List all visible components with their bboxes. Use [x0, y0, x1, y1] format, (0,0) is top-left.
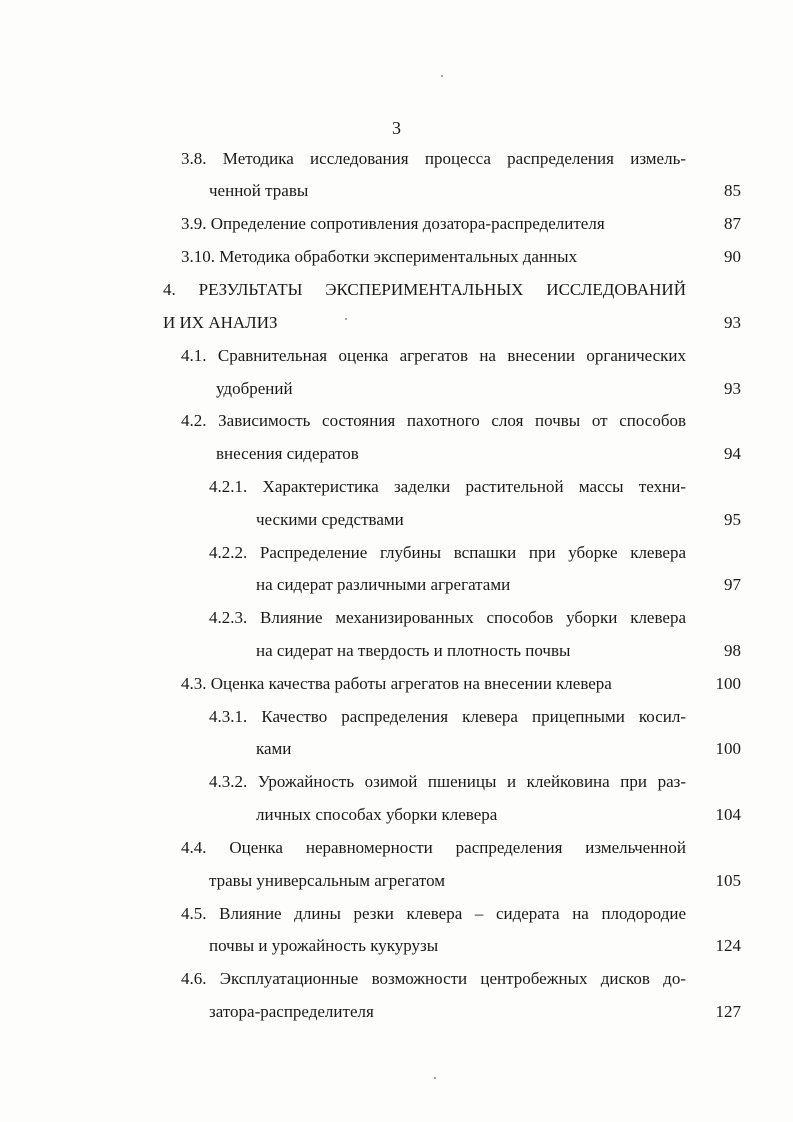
toc-entry-4-6-page: 127: [715, 1002, 741, 1021]
toc-entry-3-10-page: 90: [724, 247, 741, 266]
toc-entry-4-3-page: 100: [715, 674, 741, 693]
toc-entry-4-3-2-line1: 4.3.2. Урожайность озимой пшеницы и клейковина при раз-: [209, 772, 686, 791]
toc-entry-4-2-3-line1: 4.2.3. Влияние механизированных способов уборки клевера: [209, 608, 686, 627]
toc-entry-4-2-line2: внесения сидератов: [216, 444, 359, 463]
toc-entry-4-2-1-line1: 4.2.1. Характеристика заделки растительной массы техни-: [209, 477, 686, 496]
page-number: 3: [392, 118, 401, 138]
toc-entry-4-3-1-page: 100: [715, 739, 741, 758]
toc-entry-4-2-2-line1: 4.2.2. Распределение глубины вспашки при уборке клевера: [209, 543, 686, 562]
toc-entry-4-5-line1: 4.5. Влияние длины резки клевера – сидерата на плодородие: [181, 904, 686, 923]
toc-entry-4-4-line1: 4.4. Оценка неравномерности распределения измельченной: [181, 838, 686, 857]
toc-entry-4-2-1-page: 95: [724, 510, 741, 529]
toc-entry-4-2-3-line2: на сидерат на твердость и плотность почвы: [256, 641, 571, 660]
toc-entry-3-8-page: 85: [724, 181, 741, 200]
toc-entry-4-1-page: 93: [724, 379, 741, 398]
toc-entry-4-3-1-line1: 4.3.1. Качество распределения клевера прицепными косил-: [209, 707, 686, 726]
scan-speck: [441, 75, 443, 77]
toc-chapter-4-line2: И ИХ АНАЛИЗ: [163, 313, 278, 332]
scan-speck: [434, 1077, 436, 1079]
toc-entry-4-3-2-line2: личных способах уборки клевера: [256, 805, 498, 824]
toc-entry-4-4-line2: травы универсальным агрегатом: [209, 871, 446, 890]
toc-entry-4-2-2-page: 97: [724, 575, 741, 594]
scan-speck: [345, 318, 347, 320]
toc-entry-4-1-line1: 4.1. Сравнительная оценка агрегатов на внесении органических: [181, 346, 686, 365]
toc-entry-4-4-page: 105: [715, 871, 741, 890]
toc-entry-4-2-1-line2: ческими средствами: [256, 510, 404, 529]
toc-entry-3-10-line1: 3.10. Методика обработки экспериментальных данных: [181, 247, 578, 266]
toc-entry-4-2-2-line2: на сидерат различными агрегатами: [256, 575, 511, 594]
toc-entry-3-8-line1: 3.8. Методика исследования процесса распределения измель-: [181, 149, 686, 168]
toc-entry-4-1-line2: удобрений: [216, 379, 293, 398]
toc-entry-4-5-page: 124: [715, 936, 741, 955]
toc-entry-4-2-line1: 4.2. Зависимость состояния пахотного слоя почвы от способов: [181, 411, 686, 430]
toc-entry-3-9-page: 87: [724, 214, 741, 233]
toc-entry-4-5-line2: почвы и урожайность кукурузы: [209, 936, 439, 955]
toc-entry-4-3-1-line2: ками: [256, 739, 292, 758]
toc-chapter-4-page: 93: [724, 313, 741, 332]
toc-entry-4-3-2-page: 104: [715, 805, 741, 824]
toc-entry-3-8-line2: ченной травы: [209, 181, 309, 200]
toc-entry-4-6-line2: затора-распределителя: [209, 1002, 374, 1021]
toc-chapter-4-line1: 4. РЕЗУЛЬТАТЫ ЭКСПЕРИМЕНТАЛЬНЫХ ИССЛЕДОВАНИЙ: [163, 280, 686, 299]
toc-entry-4-2-3-page: 98: [724, 641, 741, 660]
toc-entry-4-3-line1: 4.3. Оценка качества работы агрегатов на внесении клевера: [181, 674, 612, 693]
toc-entry-4-6-line1: 4.6. Эксплуатационные возможности центробежных дисков до-: [181, 969, 686, 988]
toc-entry-4-2-page: 94: [724, 444, 741, 463]
toc-entry-3-9-line1: 3.9. Определение сопротивления дозатора-распределителя: [181, 214, 605, 233]
